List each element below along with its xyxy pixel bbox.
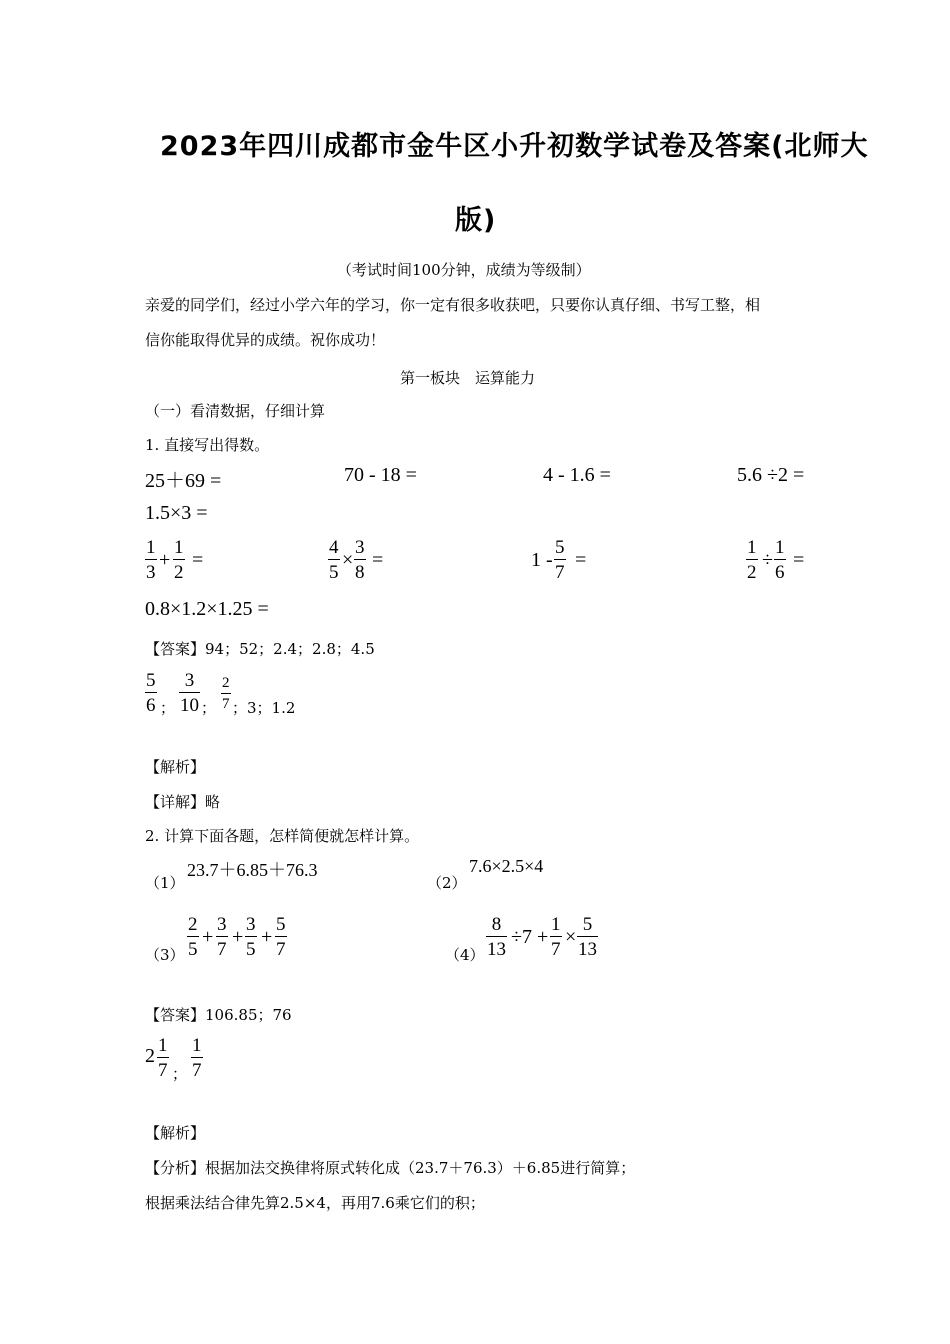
- fraction: 1 6: [775, 537, 785, 583]
- fraction: 1 7: [551, 914, 561, 960]
- fraction: 8 13: [487, 914, 506, 960]
- q2-part-3-number: （3）: [145, 946, 185, 964]
- q1-item-2: 70 - 18 =: [344, 464, 417, 486]
- q2-part-1-expression: 23.7＋6.85＋76.3: [187, 860, 318, 880]
- plus-sign: +: [202, 926, 214, 948]
- q1-analysis: 【解析】: [145, 758, 206, 776]
- fraction: 3 5: [246, 914, 256, 960]
- q1-item-1: 25＋69 =: [145, 470, 222, 492]
- separator: ；: [201, 699, 217, 717]
- divide-seven-plus: ÷7 +: [511, 926, 549, 948]
- question-1-label: 1. 直接写出得数。: [145, 436, 270, 454]
- q2-answer: 【答案】106.85；76: [145, 1006, 292, 1024]
- plus-sign: +: [232, 926, 244, 948]
- separator: ；: [172, 1065, 188, 1083]
- fraction: 1 3: [146, 537, 156, 583]
- page-title: 2023年四川成都市金牛区小升初数学试卷及答案(北师大: [160, 131, 869, 162]
- answer-fraction: 1 7: [192, 1035, 202, 1081]
- fraction: 2 5: [188, 914, 198, 960]
- fraction: 1 2: [174, 537, 184, 583]
- answer-fraction: 1 7: [158, 1035, 168, 1081]
- subsection-heading: （一）看清数据，仔细计算: [145, 402, 326, 420]
- divide-sign: ÷: [762, 549, 773, 571]
- fraction: 5 7: [276, 914, 286, 960]
- fraction: 5 7: [555, 537, 565, 583]
- mixed-number-whole: 2: [145, 1045, 155, 1067]
- section-heading: 第一板块 运算能力: [400, 369, 536, 387]
- fraction: 4 5: [329, 537, 339, 583]
- q2-part-2-expression: 7.6×2.5×4: [469, 856, 544, 876]
- equals-sign: =: [575, 549, 587, 571]
- page-title-continued: 版): [455, 205, 497, 236]
- q1-item-5: 1.5×3 =: [145, 502, 208, 524]
- answer-fraction: 5 6: [146, 670, 156, 716]
- equals-sign: =: [192, 549, 204, 571]
- intro-line-2: 信你能取得优异的成绩。祝你成功！: [145, 331, 386, 349]
- q2-fenxi: 【分析】根据加法交换律将原式转化成（23.7＋76.3）＋6.85进行简算；: [145, 1159, 636, 1177]
- fraction: 1 2: [747, 537, 757, 583]
- q2-analysis: 【解析】: [145, 1124, 206, 1142]
- q2-fenxi-continued: 根据乘法结合律先算2.5×4，再用7.6乘它们的积；: [145, 1194, 485, 1212]
- intro-line-1: 亲爱的同学们，经过小学六年的学习，你一定有很多收获吧，只要你认真仔细、书写工整，相: [145, 296, 761, 314]
- q1-item-10: 0.8×1.2×1.25 =: [145, 598, 269, 620]
- q1-detail: 【详解】略: [145, 793, 221, 811]
- times-sign: ×: [565, 926, 577, 948]
- separator: ；: [160, 699, 176, 717]
- q1-item-3: 4 - 1.6 =: [543, 464, 611, 486]
- answer-fraction: 3 10: [180, 670, 199, 716]
- plus-sign: +: [159, 549, 171, 571]
- answer-fraction: 2 7: [222, 675, 230, 712]
- q1-item-4: 5.6 ÷2 =: [737, 464, 805, 486]
- q2-part-2-number: （2）: [427, 874, 467, 892]
- q2-part-1-number: （1）: [145, 874, 185, 892]
- q1-answer: 【答案】94；52；2.4；2.8；4.5: [145, 640, 375, 658]
- fraction: 3 7: [217, 914, 227, 960]
- equals-sign: =: [793, 549, 805, 571]
- equals-sign: =: [372, 549, 384, 571]
- one-minus: 1 -: [531, 549, 553, 571]
- plus-sign: +: [261, 926, 273, 948]
- exam-note: （考试时间100分钟，成绩为等级制）: [337, 261, 591, 279]
- answer-tail: ；3；1.2: [232, 699, 296, 717]
- fraction: 3 8: [355, 537, 365, 583]
- times-sign: ×: [342, 549, 354, 571]
- fraction: 5 13: [578, 914, 597, 960]
- question-2-label: 2. 计算下面各题，怎样简便就怎样计算。: [145, 827, 420, 845]
- q2-part-4-number: （4）: [445, 946, 485, 964]
